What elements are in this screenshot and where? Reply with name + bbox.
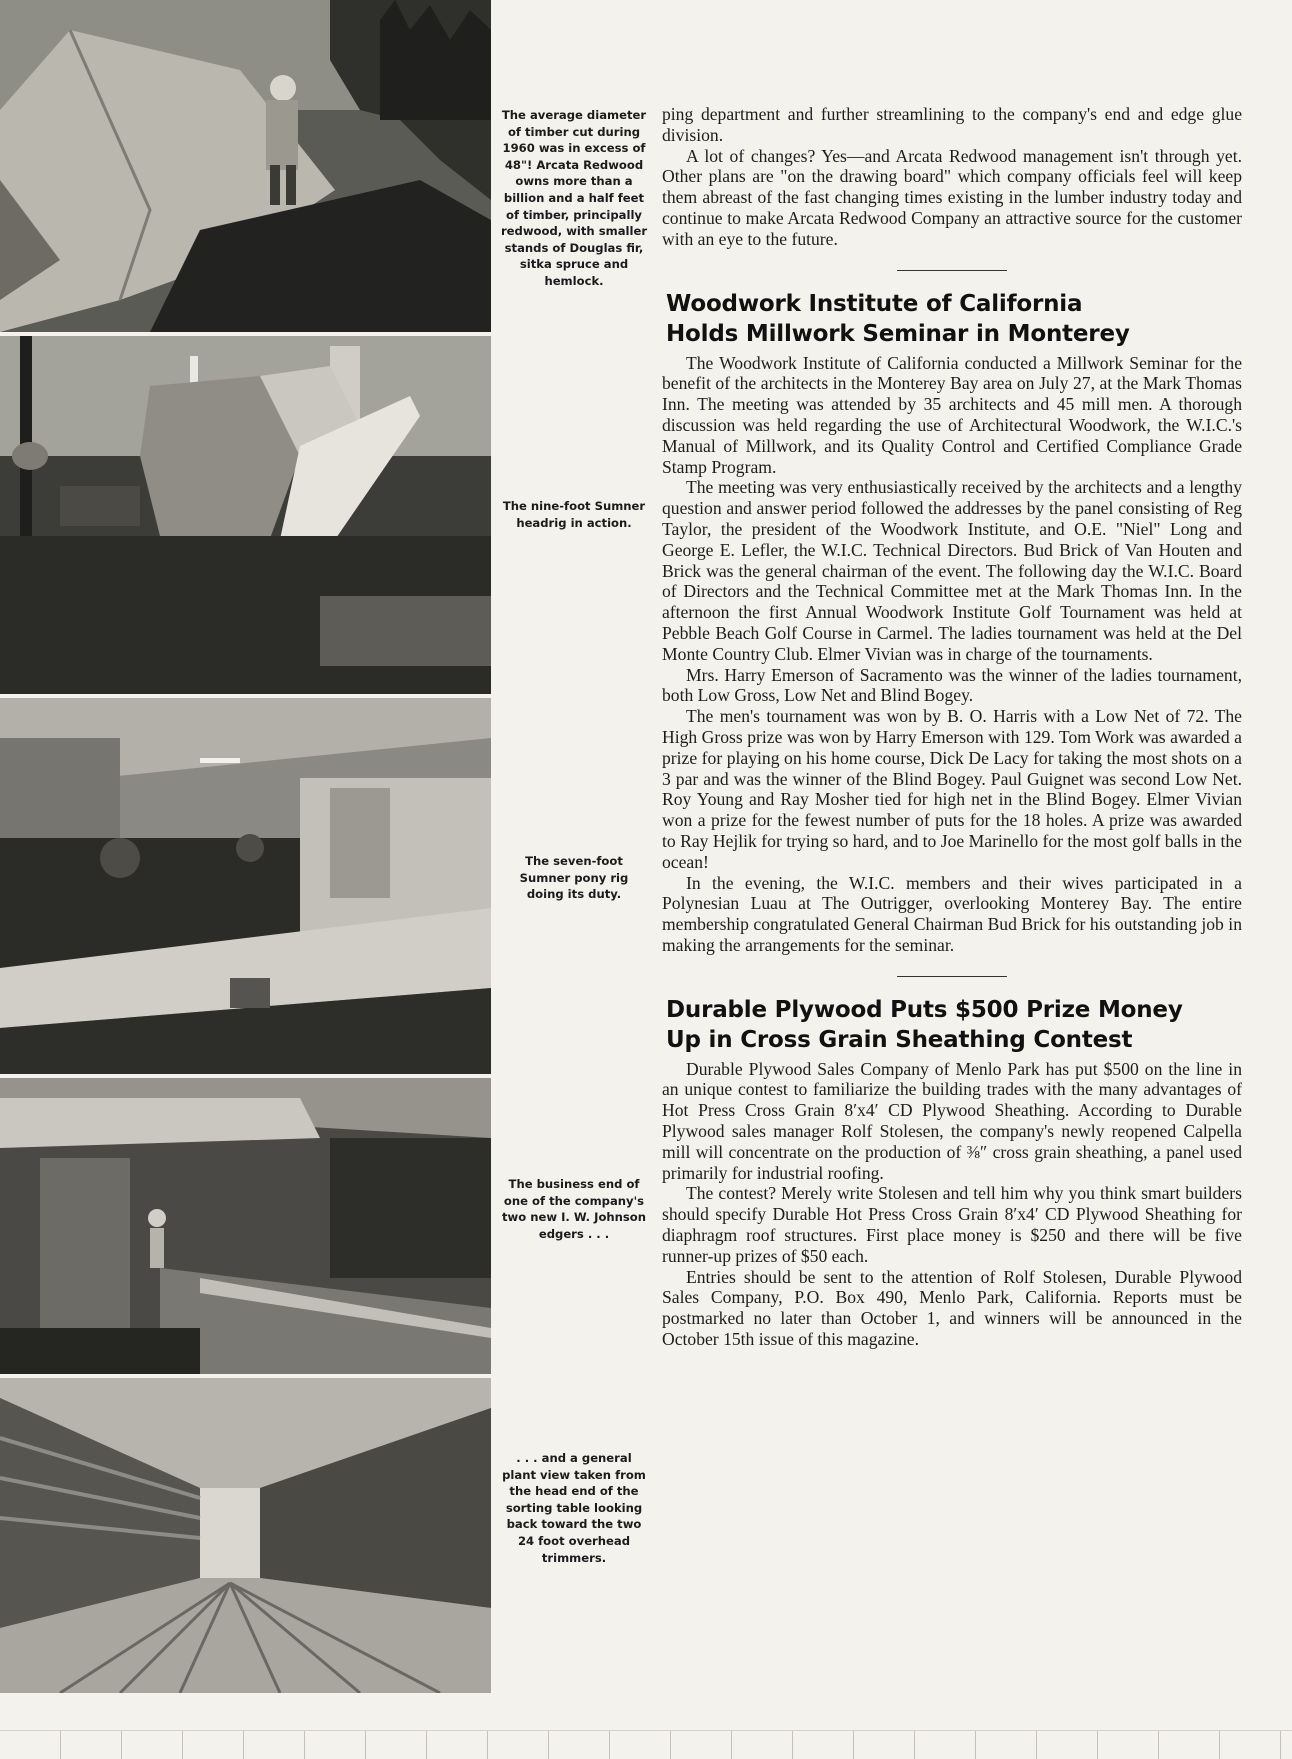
intro-paragraph-continued: ping department and further streamlining to the company's end and edge glue division. bbox=[662, 104, 1242, 145]
caption-timber: The average diameter of timber cut during 1960 was in excess of 48"! Arcata Redwood owns more than a billion and a half feet of timber, principally redwood, with smaller stands of Douglas fir, sitka spruce and hemlock. bbox=[500, 108, 648, 288]
page-bottom-edge bbox=[0, 1730, 1292, 1759]
article2-headline bbox=[666, 995, 1242, 1055]
section-divider bbox=[897, 976, 1007, 977]
article-column bbox=[662, 104, 1242, 1350]
article2-headline-line1: Durable Plywood Puts $500 Prize Money bbox=[666, 996, 1183, 1023]
photo-headrig bbox=[0, 336, 491, 694]
caption-edgers: The business end of one of the company's two new I. W. Johnson edgers . . . bbox=[501, 1177, 647, 1241]
article2-headline-line2: Up in Cross Grain Sheathing Contest bbox=[666, 1026, 1133, 1053]
section-divider bbox=[897, 270, 1007, 271]
photo-timber-log bbox=[0, 0, 491, 332]
article1-headline-line2: Holds Millwork Seminar in Monterey bbox=[666, 320, 1130, 347]
article2-paragraph: Durable Plywood Sales Company of Menlo Park has put $500 on the line in an unique contest to familiarize the building trades with the many advantages of Hot Press Cross Grain 8′x4′ CD Plywood Sheathing. According to Durable Plywood sales manager Rolf Stolesen, the company's newly reopened Calpella mill will concentrate on the production of ⅜″ cross grain sheathing, a panel used primarily for industrial roofing. bbox=[662, 1058, 1242, 1183]
photo-pony-rig bbox=[0, 698, 491, 1074]
article2-paragraph: Entries should be sent to the attention of Rolf Stolesen, Durable Plywood Sales Company, P.O. Box 490, Menlo Park, California. Reports must be postmarked no later than October 1, and winners will be announced in the October 15th issue of this magazine. bbox=[662, 1266, 1242, 1350]
caption-headrig: The nine-foot Sumner headrig in action. bbox=[502, 499, 646, 530]
article1-headline-line1: Woodwork Institute of California bbox=[666, 290, 1083, 317]
article1-paragraph: In the evening, the W.I.C. members and their wives participated in a Polynesian Luau at The Outrigger, overlooking Monterey Bay. The entire membership congratulated General Chairman Bud Brick for his outstanding job in making the arrangements for the seminar. bbox=[662, 872, 1242, 955]
article1-paragraph: The meeting was very enthusiastically received by the architects and a lengthy question and answer period followed the addresses by the panel consisting of Reg Taylor, the president of the Woodwork Institute, and O.E. "Niel" Long and George E. Lefler, the W.I.C. Technical Directors. Bud Brick of Van Houten and Brick was the general chairman of the event. The following day the W.I.C. Board of Directors and the Technical Committee met at the Mark Thomas Inn. In the afternoon the first Annual Woodwork Institute Golf Tournament was held at Pebble Beach Golf Course in Carmel. The ladies tournament was held at the Del Monte Country Club. Elmer Vivian was in charge of the tournaments. bbox=[662, 477, 1242, 664]
photo-edgers bbox=[0, 1078, 491, 1374]
photo-plant-view bbox=[0, 1378, 491, 1693]
article1-paragraph: The Woodwork Institute of California conducted a Millwork Seminar for the benefit of the architects in the Monterey Bay area on July 27, at the Mark Thomas Inn. The meeting was attended by 35 architects and 45 mill men. A thorough discussion was held regarding the use of Architectural Woodwork, the W.I.C.'s Manual of Millwork, and its Quality Control and Certified Compliance Grade Stamp Program. bbox=[662, 352, 1242, 477]
article1-headline bbox=[666, 289, 1242, 349]
caption-plant-view: . . . and a general plant view taken from the head end of the sorting table looking back toward the two 24 foot overhead trimmers. bbox=[502, 1451, 646, 1565]
caption-pony-rig: The seven-foot Sumner pony rig doing its duty. bbox=[519, 854, 629, 902]
article1-paragraph: The men's tournament was won by B. O. Harris with a Low Net of 72. The High Gross prize was won by Harry Emerson with 129. Tom Work was awarded a prize for playing on his home course, Dick De Lacy for taking the most shots on a 3 par and was the winner of the Blind Bogey. Paul Guignet was second Low Net. Roy Young and Ray Mosher tied for high net in the Blind Bogey. Elmer Vivian won a prize for the fewest number of puts for the 18 holes. A prize was awarded to Ray Hejlik for trying so hard, and to Joe Marinello for the most golf balls in the ocean! bbox=[662, 706, 1242, 872]
article1-paragraph: Mrs. Harry Emerson of Sacramento was the winner of the ladies tournament, both Low Gross, Low Net and Blind Bogey. bbox=[662, 664, 1242, 706]
article2-paragraph: The contest? Merely write Stolesen and tell him why you think smart builders should specify Durable Hot Press Cross Grain 8′x4′ CD Plywood Sheathing for diaphragm roof structures. First place money is $250 and there will be five runner-up prizes of $50 each. bbox=[662, 1183, 1242, 1266]
intro-paragraph: A lot of changes? Yes—and Arcata Redwood management isn't through yet. Other plans are "on the drawing board" which company officials feel will keep them abreast of the fast changing times existing in the lumber industry today and continue to make Arcata Redwood Company an attractive source for the customer with an eye to the future. bbox=[662, 145, 1242, 249]
